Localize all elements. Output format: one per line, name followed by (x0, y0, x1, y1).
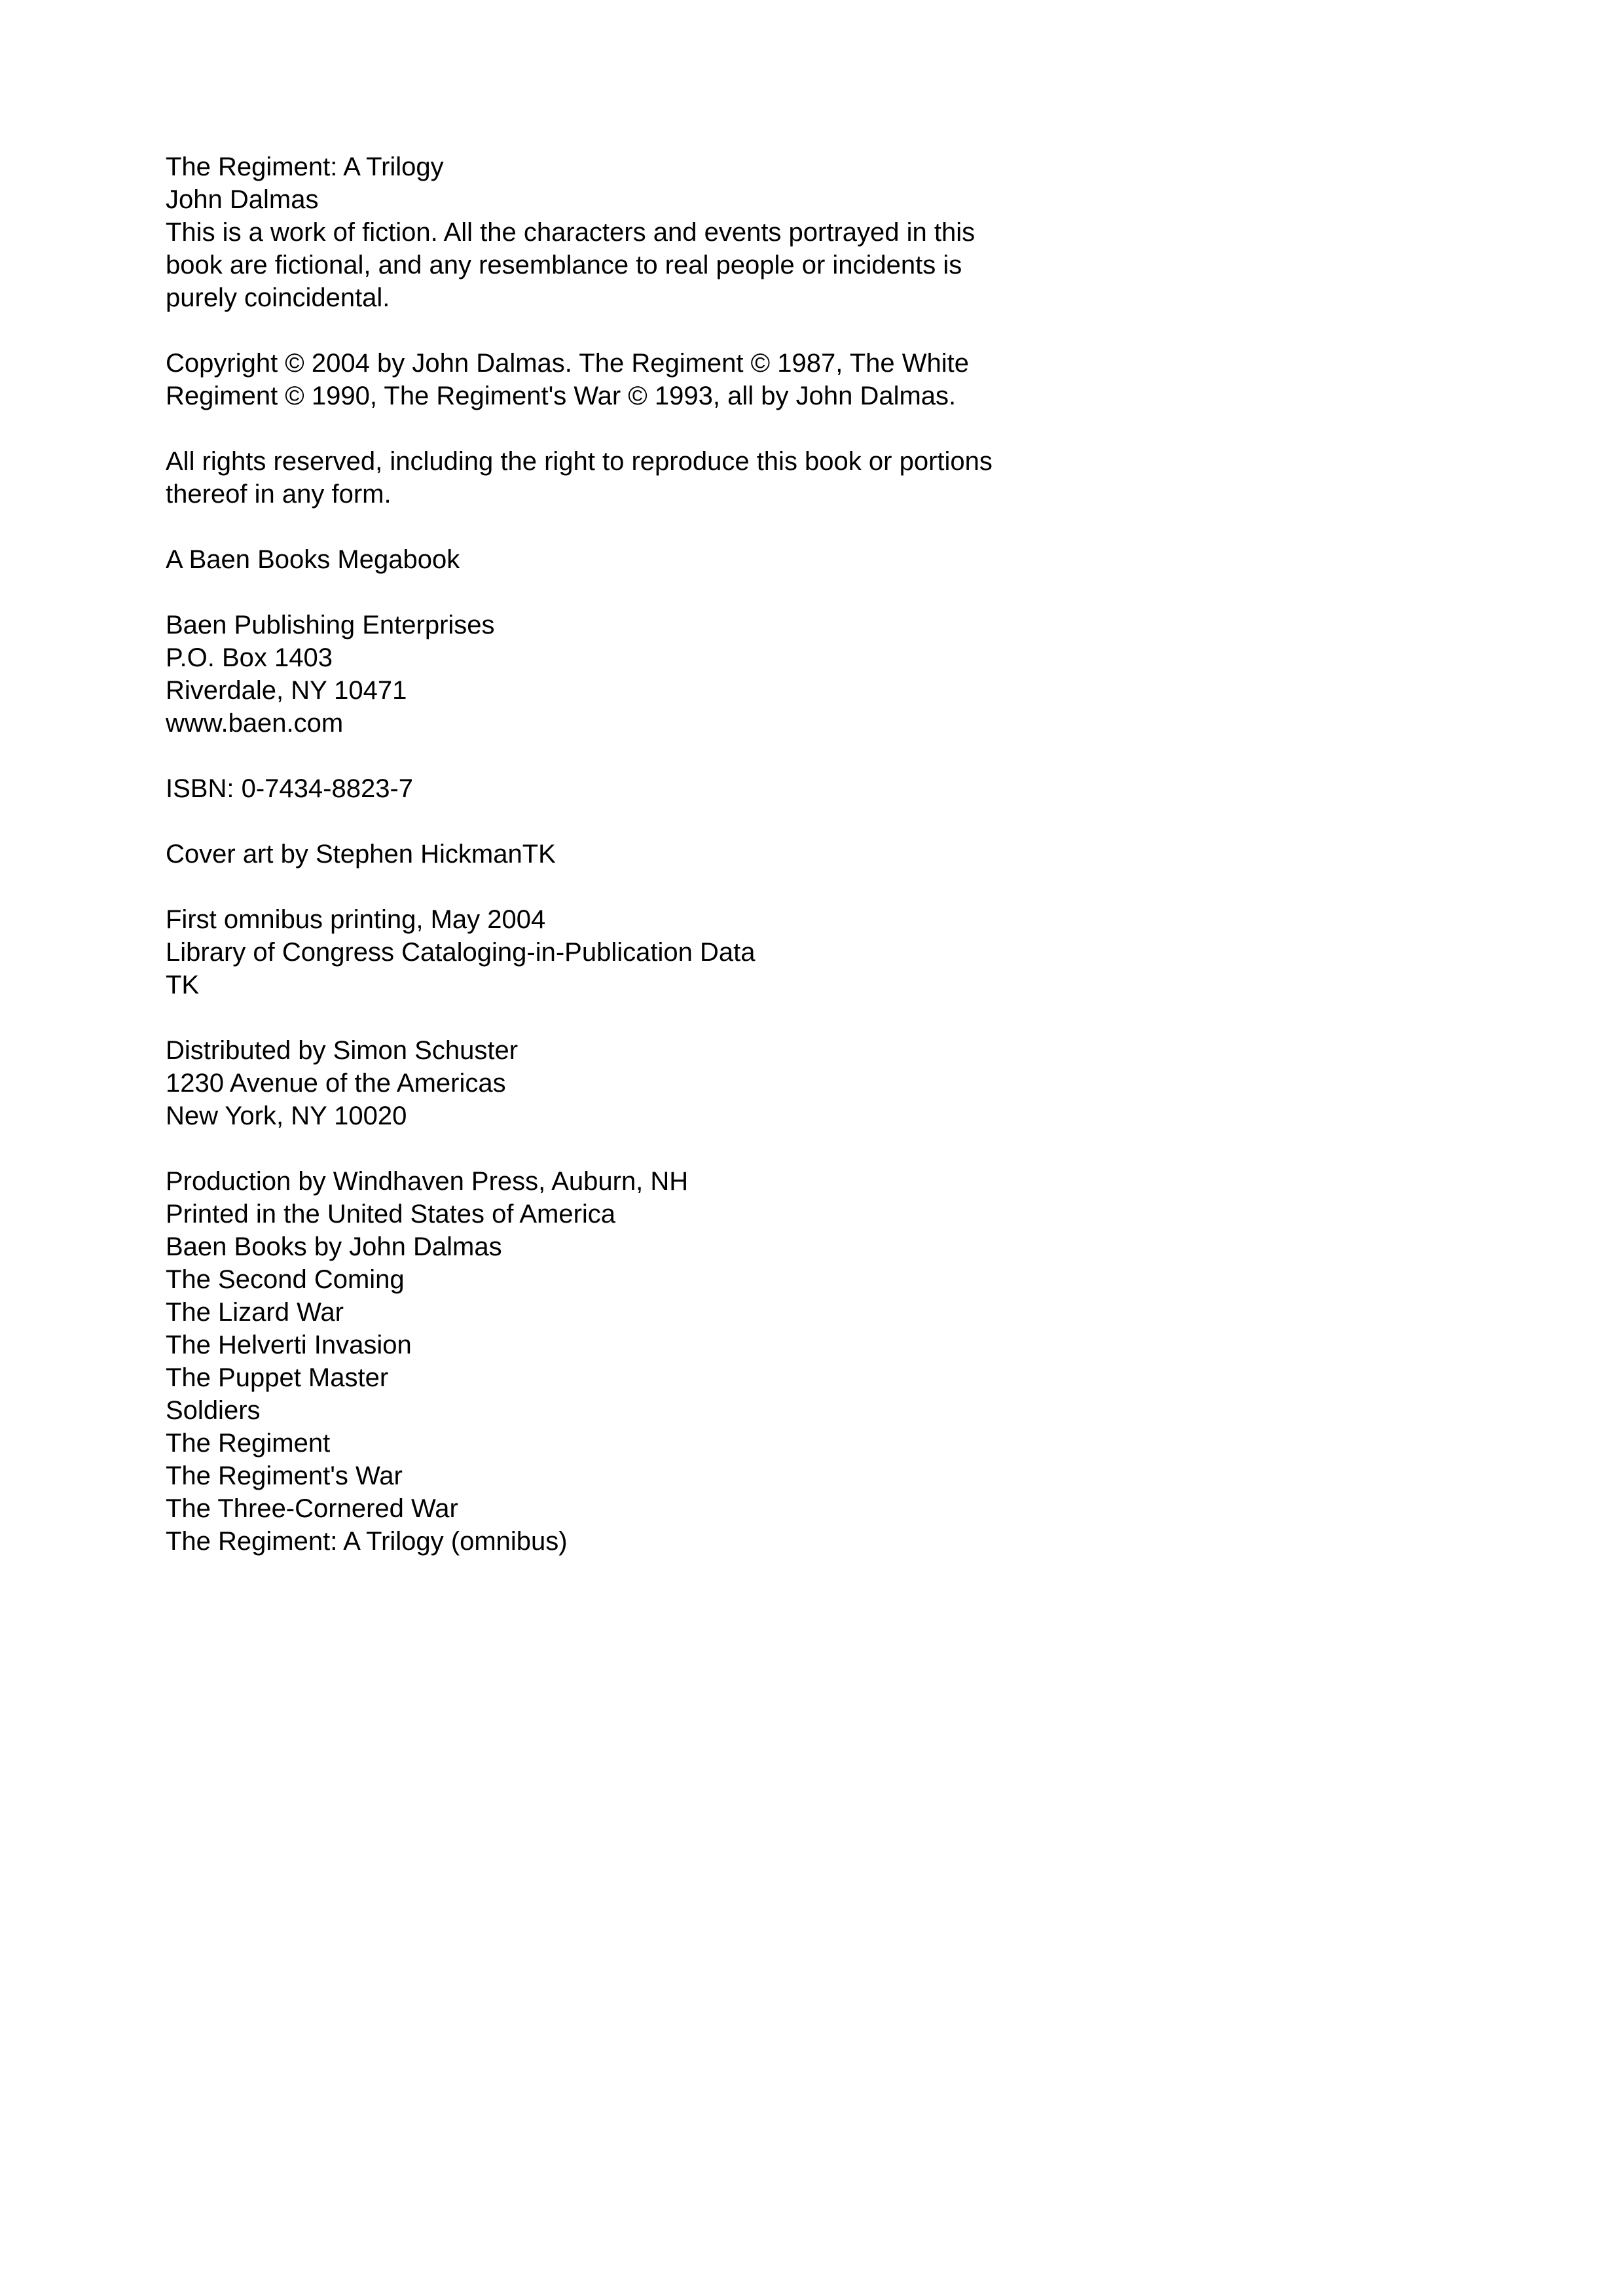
production-info (166, 1165, 1082, 1230)
rights-line: thereof in any form. (166, 480, 392, 509)
paragraph-gap (166, 870, 1082, 903)
list-item: The Regiment's War (166, 1462, 403, 1490)
fiction-disclaimer (166, 216, 1082, 314)
list-item: The Regiment: A Trilogy (omnibus) (166, 1527, 568, 1556)
rights-line: All rights reserved, including the right to reproduce this book or portions (166, 447, 993, 476)
distribution-line: 1230 Avenue of the Americas (166, 1069, 506, 1098)
paragraph-gap (166, 740, 1082, 772)
copyright-page (166, 151, 1082, 1558)
distribution-info (166, 1034, 1082, 1132)
list-item: The Regiment (166, 1429, 331, 1458)
paragraph-gap (166, 412, 1082, 445)
production-line: Production by Windhaven Press, Auburn, NH (166, 1167, 689, 1196)
disclaimer-line: This is a work of fiction. All the characters and events portrayed in this (166, 218, 976, 247)
book-title: The Regiment: A Trilogy (166, 152, 444, 181)
list-item: The Puppet Master (166, 1363, 389, 1392)
list-item: The Three-Cornered War (166, 1494, 458, 1523)
cover-art-credit: Cover art by Stephen HickmanTK (166, 840, 556, 869)
printing-line: Library of Congress Cataloging-in-Publication Data (166, 938, 756, 967)
publisher-city: Riverdale, NY 10471 (166, 676, 407, 705)
paragraph-gap (166, 1132, 1082, 1165)
printing-line: First omnibus printing, May 2004 (166, 905, 546, 934)
paragraph-gap (166, 314, 1082, 347)
distribution-line: Distributed by Simon Schuster (166, 1036, 519, 1065)
book-author: John Dalmas (166, 185, 319, 214)
title-block (166, 151, 1082, 216)
paragraph-gap (166, 805, 1082, 838)
paragraph-gap (166, 576, 1082, 609)
publisher-address (166, 609, 1082, 740)
list-item: The Second Coming (166, 1265, 405, 1294)
also-by-list (166, 1230, 1082, 1558)
rights-notice (166, 445, 1082, 511)
paragraph-gap (166, 511, 1082, 543)
list-item: Soldiers (166, 1396, 261, 1425)
disclaimer-line: purely coincidental. (166, 283, 390, 312)
distribution-line: New York, NY 10020 (166, 1102, 407, 1130)
publisher-name: Baen Publishing Enterprises (166, 611, 495, 639)
disclaimer-line: book are fictional, and any resemblance to real people or incidents is (166, 251, 962, 279)
isbn: ISBN: 0-7434-8823-7 (166, 774, 414, 803)
publisher-po-box: P.O. Box 1403 (166, 643, 333, 672)
printing-info (166, 903, 1082, 1001)
imprint: A Baen Books Megabook (166, 545, 460, 574)
paragraph-gap (166, 1001, 1082, 1034)
copyright-line: Regiment © 1990, The Regiment's War © 1993, all by John Dalmas. (166, 382, 957, 410)
list-item: The Helverti Invasion (166, 1331, 412, 1359)
list-item: The Lizard War (166, 1298, 344, 1327)
production-line: Printed in the United States of America (166, 1200, 616, 1229)
copyright-line: Copyright © 2004 by John Dalmas. The Regiment © 1987, The White (166, 349, 969, 378)
also-by-heading: Baen Books by John Dalmas (166, 1232, 502, 1261)
printing-line: TK (166, 971, 200, 999)
copyright-notice (166, 347, 1082, 412)
publisher-website: www.baen.com (166, 709, 344, 738)
